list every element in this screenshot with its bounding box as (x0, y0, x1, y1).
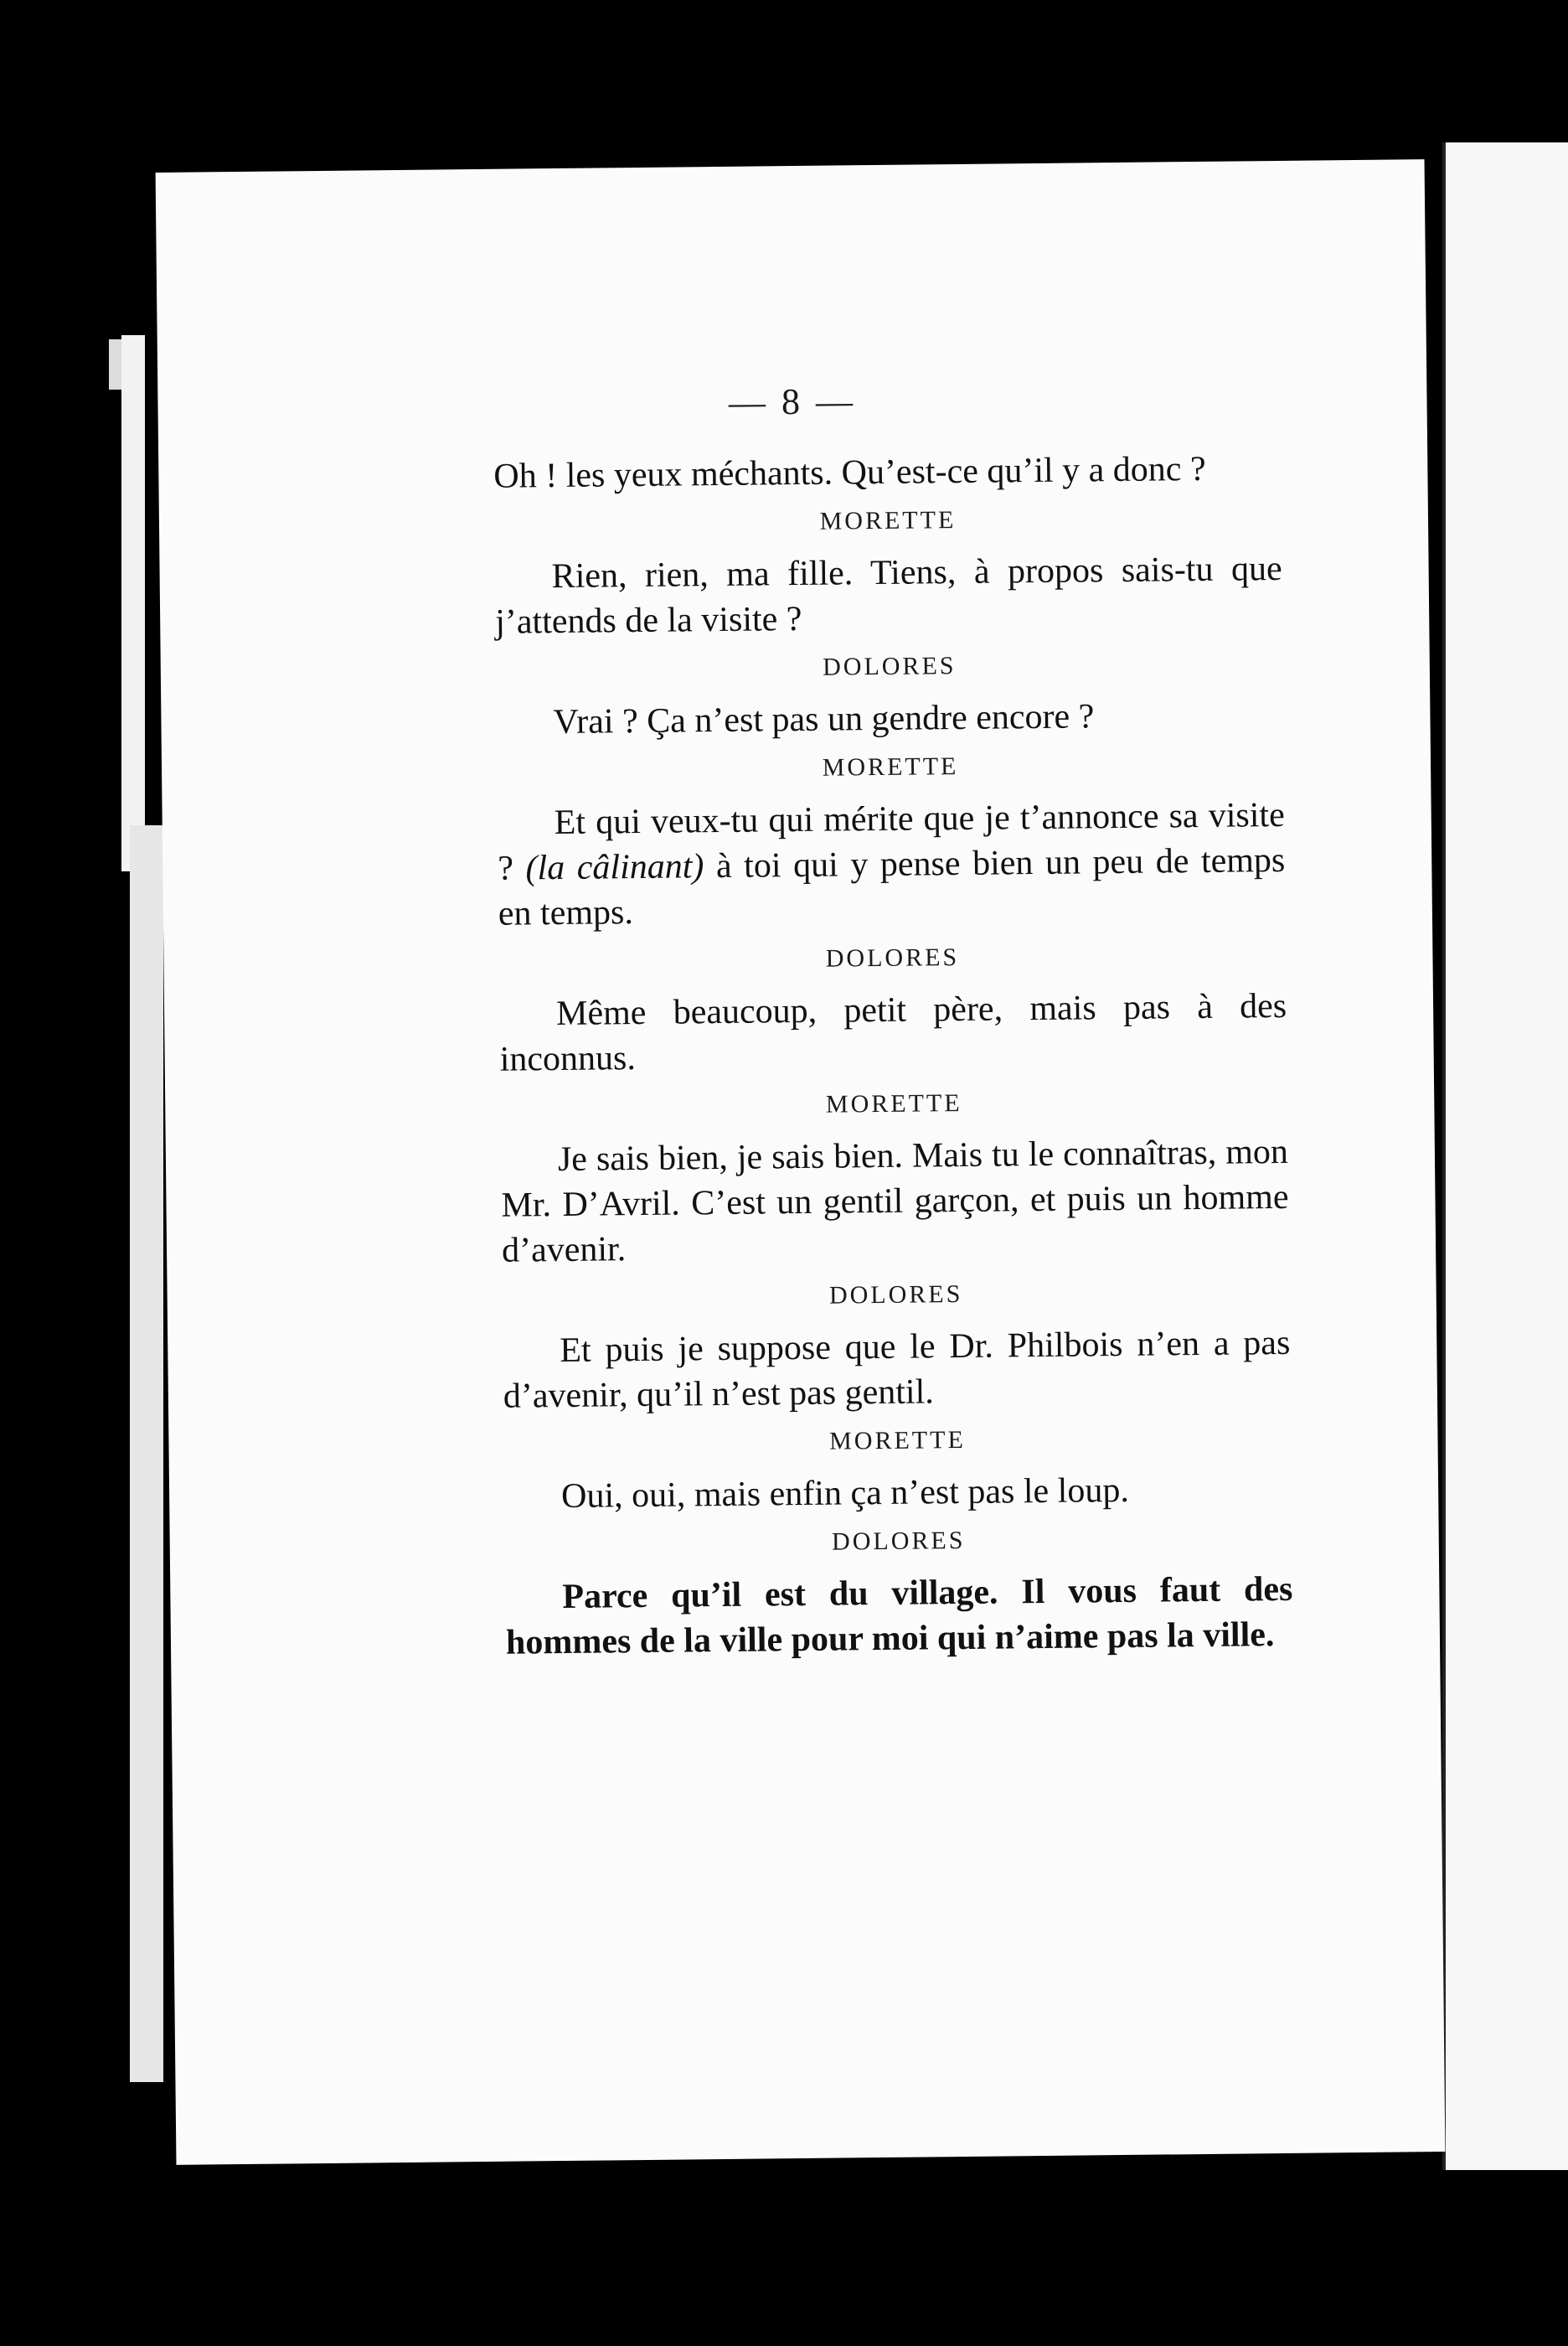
speaker-name: DOLORES (831, 1526, 966, 1556)
speaker-name: MORETTE (825, 1088, 962, 1119)
dialogue-line: Oui, oui, mais enfin ça n’est pas le loup. (560, 1470, 1130, 1517)
dialogue-line: Oh ! les yeux méchants. Qu’est-ce qu’il y a donc ? (493, 449, 1206, 496)
dialogue-text (493, 446, 1293, 1666)
page-edge-fragment (130, 825, 163, 2082)
speaker-name: DOLORES (822, 652, 957, 681)
dialogue-line (497, 793, 1286, 937)
page-edge-fragment (121, 335, 145, 871)
page-number: — 8 — (728, 380, 857, 423)
dialogue-text-after: à toi qui y pense bien un peu de temps en temps. (498, 840, 1286, 933)
dialogue-line: Je sais bien, je sais bien. Mais tu le connaîtras, mon Mr. D’Avril. C’est un gentil garçon, et puis un homme d’avenir. (501, 1132, 1289, 1270)
dialogue-text-before: Et qui veux-tu qui mérite que je t’annonce sa visite ? (498, 795, 1285, 888)
book-page (156, 159, 1446, 2165)
adjacent-page (1442, 142, 1568, 2170)
dialogue-line: Vrai ? Ça n’est pas un gendre encore ? (553, 697, 1095, 742)
speaker-name: MORETTE (822, 752, 959, 782)
speaker-name: MORETTE (819, 506, 957, 535)
dialogue-line: Même beaucoup, petit père, mais pas à des inconnus. (499, 986, 1287, 1079)
dialogue-line: Rien, rien, ma fille. Tiens, à propos sais-tu que j’attends de la visite ? (494, 549, 1282, 642)
dialogue-line: Parce qu’il est du village. Il vous faut des hommes de la ville pour moi qui n’aime pas la ville. (505, 1569, 1293, 1662)
dialogue-line: Et puis je suppose que le Dr. Philbois n’en a pas d’avenir, qu’il n’est pas gentil. (503, 1323, 1291, 1416)
speaker-name: DOLORES (828, 1279, 963, 1310)
stage-direction: (la câlinant) (525, 847, 704, 888)
speaker-name: DOLORES (825, 943, 960, 973)
speaker-name: MORETTE (828, 1425, 966, 1455)
